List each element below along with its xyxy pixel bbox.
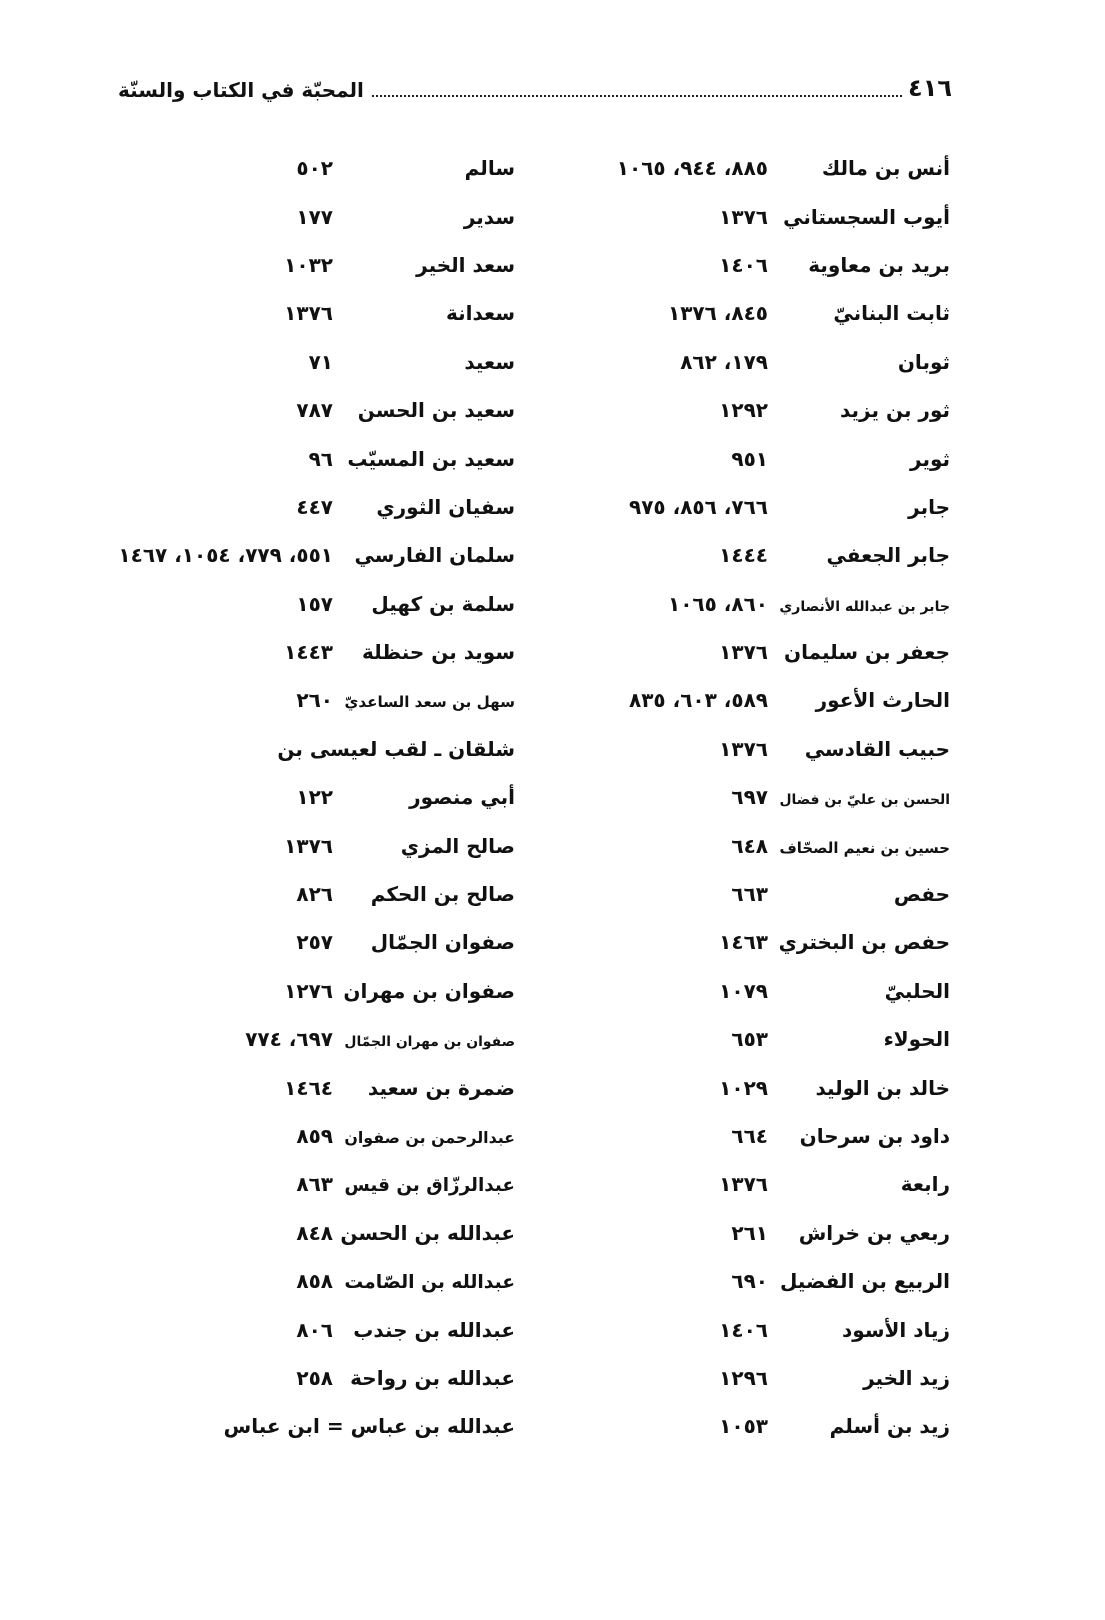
entry-pages: ٩٥١	[731, 446, 768, 471]
index-entry	[100, 1402, 515, 1450]
entry-name-cell	[768, 350, 950, 374]
entry-name: سالم	[464, 156, 515, 181]
index-entry	[100, 338, 515, 386]
entry-pages-cell	[560, 1172, 768, 1196]
entry-name: زيد الخير	[863, 1365, 950, 1390]
entry-name: سعيد بن المسيّب	[347, 446, 515, 471]
index-entry	[100, 967, 515, 1015]
entry-pages-cell	[100, 253, 333, 277]
entry-pages: ١٤٦٤	[284, 1075, 333, 1100]
entry-name-cell	[333, 495, 515, 519]
index-column-left	[100, 144, 515, 1451]
entry-pages: ٢٥٨	[296, 1365, 333, 1390]
entry-pages-cell	[100, 495, 333, 519]
entry-pages-cell	[560, 1027, 768, 1051]
index-entry	[560, 1015, 950, 1063]
entry-pages: ٦٦٤	[731, 1124, 768, 1148]
entry-name-cell	[333, 592, 515, 616]
entry-name-cell	[333, 1366, 515, 1390]
index-entry	[560, 918, 950, 966]
entry-name: صالح المزي	[400, 833, 515, 858]
entry-name: عبدالرحمن بن صفوان	[344, 1128, 515, 1147]
index-entry	[100, 531, 515, 579]
entry-name: سعيد	[464, 349, 515, 374]
entry-name-cell	[768, 640, 950, 664]
entry-name: أيوب السجستاني	[783, 204, 950, 229]
entry-name-cell	[768, 1124, 950, 1148]
entry-name-cell	[333, 930, 515, 954]
entry-name: عبدالله بن جندب	[353, 1317, 515, 1342]
entry-pages-cell	[560, 930, 768, 954]
entry-pages: ١٣٧٦	[719, 204, 768, 229]
entry-pages-cell	[560, 592, 768, 616]
entry-name-cell	[333, 350, 515, 374]
entry-pages-cell	[100, 1076, 333, 1100]
entry-name: الحولاء	[883, 1027, 950, 1052]
entry-pages: ١٠٥٣	[719, 1414, 768, 1439]
entry-name-cell	[768, 205, 950, 229]
entry-pages-cell	[100, 834, 333, 858]
entry-pages-cell	[560, 1221, 768, 1245]
entry-pages: ٢٦٠	[296, 688, 333, 713]
index-entry	[100, 1063, 515, 1111]
entry-name-cell	[768, 688, 950, 712]
entry-name-cell	[768, 1318, 950, 1342]
index-entry	[560, 1063, 950, 1111]
entry-name-cell	[333, 979, 515, 1003]
entry-name: ربعي بن خراش	[798, 1220, 950, 1245]
entry-pages: ٤٤٧	[296, 494, 333, 519]
index-entry	[100, 1112, 515, 1160]
entry-name-cell	[333, 398, 515, 422]
index-entry	[560, 967, 950, 1015]
index-entry	[560, 580, 950, 628]
entry-pages: ٨٥٩	[296, 1124, 333, 1148]
entry-pages-cell	[560, 1076, 768, 1100]
entry-pages: ١٣٧٦	[284, 301, 333, 326]
entry-name-cell	[768, 592, 950, 616]
entry-pages: ٨٢٦	[296, 882, 333, 907]
entry-name: أبي منصور	[409, 785, 515, 810]
entry-name-cell	[333, 1269, 515, 1293]
entry-name-cell	[768, 834, 950, 858]
entry-pages-cell	[560, 834, 768, 858]
entry-pages-cell	[560, 1269, 768, 1293]
entry-name-cell	[333, 447, 515, 471]
page-header	[118, 68, 952, 104]
index-entry	[100, 1160, 515, 1208]
entry-pages-cell	[560, 1366, 768, 1390]
entry-name: صفوان بن مهران	[343, 978, 515, 1003]
entry-name: الحارث الأعور	[815, 688, 950, 713]
dotted-leader	[372, 95, 902, 97]
entry-pages: ٧٨٧	[296, 398, 333, 423]
entry-name: سويد بن حنظلة	[361, 640, 515, 665]
entry-name: عبدالله بن عباس = ابن عباس	[223, 1414, 515, 1439]
entry-pages-cell	[560, 301, 768, 325]
entry-name-cell	[768, 737, 950, 761]
entry-pages: ١٧٧	[296, 204, 333, 229]
entry-name-cell	[333, 882, 515, 906]
entry-pages-cell	[560, 447, 768, 471]
entry-pages: ١٢٧٦	[284, 978, 333, 1003]
entry-pages: ٦٩٠	[731, 1269, 768, 1294]
index-entry	[560, 434, 950, 482]
entry-name: رابعة	[900, 1172, 950, 1197]
entry-pages-cell	[560, 205, 768, 229]
index-entry	[100, 918, 515, 966]
index-entry	[560, 628, 950, 676]
entry-name: خالد بن الوليد	[815, 1075, 950, 1100]
entry-pages-cell	[560, 350, 768, 374]
page-number: ٤١٦	[908, 74, 952, 102]
index-entry	[560, 773, 950, 821]
index-entry	[100, 628, 515, 676]
entry-name-cell	[768, 930, 950, 954]
entry-name-cell	[768, 1221, 950, 1245]
entry-name: سعيد بن الحسن	[357, 398, 515, 423]
entry-name-cell	[333, 1076, 515, 1100]
entry-pages: ١٧٩، ٨٦٢	[680, 349, 768, 374]
index-entry	[100, 725, 515, 773]
entry-pages: ١٤٦٣	[719, 930, 768, 955]
entry-name: سلمة بن كهيل	[371, 591, 515, 616]
entry-pages-cell	[100, 1269, 333, 1293]
entry-name: عبدالله بن رواحة	[350, 1365, 515, 1390]
entry-pages: ١٣٧٦	[719, 736, 768, 761]
entry-name: ثور بن يزيد	[839, 398, 950, 423]
entry-pages: ٨٠٦	[296, 1317, 333, 1342]
entry-name: صفوان بن مهران الجمّال	[344, 1034, 515, 1051]
entry-pages-cell	[560, 785, 768, 809]
index-entry	[560, 241, 950, 289]
entry-pages: ١٣٧٦	[719, 1172, 768, 1197]
index-entry	[100, 483, 515, 531]
entry-name: حبيب القادسي	[804, 736, 950, 761]
entry-pages-cell	[560, 495, 768, 519]
index-entry	[100, 434, 515, 482]
entry-name: ضمرة بن سعيد	[367, 1075, 515, 1100]
index-entry	[100, 1209, 515, 1257]
entry-name-cell	[768, 156, 950, 180]
entry-pages-cell	[100, 1172, 333, 1196]
index-entry	[100, 241, 515, 289]
entry-name-cell	[768, 1366, 950, 1390]
index-entry	[100, 870, 515, 918]
index-entry	[100, 1015, 515, 1063]
index-entry	[100, 821, 515, 869]
index-entry	[100, 386, 515, 434]
index-entry	[560, 1402, 950, 1450]
entry-pages: ١٢٢	[296, 785, 333, 810]
entry-name: داود بن سرحان	[799, 1124, 950, 1148]
entry-name-cell	[333, 156, 515, 180]
entry-pages-cell	[560, 543, 768, 567]
entry-name-cell	[768, 1027, 950, 1051]
index-entry	[100, 1354, 515, 1402]
entry-pages: ٨٦٣	[296, 1172, 333, 1197]
entry-pages: ١٠٣٢	[284, 252, 333, 277]
index-entry	[100, 289, 515, 337]
entry-pages-cell	[100, 688, 333, 712]
entry-name: حفص	[893, 882, 950, 907]
entry-name: سهل بن سعد الساعديّ	[344, 693, 515, 712]
entry-name-cell	[768, 1269, 950, 1293]
entry-name: جعفر بن سليمان	[784, 640, 950, 665]
entry-name-cell	[768, 398, 950, 422]
index-entry	[560, 870, 950, 918]
entry-pages-cell	[100, 447, 333, 471]
entry-name: سعدانة	[445, 301, 515, 326]
index-entry	[100, 1257, 515, 1305]
entry-name-cell	[768, 447, 950, 471]
index-column-right	[560, 144, 950, 1451]
entry-name-cell	[768, 1076, 950, 1100]
entry-name: سلمان الفارسي	[354, 543, 515, 568]
entry-name-cell	[333, 301, 515, 325]
entry-name-cell	[768, 543, 950, 567]
index-entry	[560, 1257, 950, 1305]
index-entry	[560, 725, 950, 773]
entry-pages-cell	[100, 785, 333, 809]
entry-name-cell	[768, 979, 950, 1003]
index-entry	[100, 1305, 515, 1353]
entry-name: سدير	[463, 204, 515, 229]
index-entry	[560, 1305, 950, 1353]
entry-name: ثابت البنانيّ	[833, 301, 950, 326]
entry-name: زيد بن أسلم	[829, 1414, 950, 1439]
entry-name: جابر	[908, 494, 950, 519]
entry-name-cell	[277, 737, 515, 761]
index-entry	[560, 1209, 950, 1257]
entry-pages: ٨٥٨	[296, 1269, 333, 1294]
entry-name: جابر الجعفي	[826, 543, 950, 568]
entry-name: حسين بن نعيم الصحّاف	[779, 838, 950, 857]
entry-pages: ١٢٩٦	[719, 1365, 768, 1390]
entry-pages: ٧١	[308, 349, 333, 374]
index-entry	[100, 144, 515, 192]
entry-pages: ٥٥١، ٧٧٩، ١٠٥٤، ١٤٦٧	[118, 543, 333, 568]
entry-pages: ٦٩٧	[731, 785, 768, 810]
entry-pages-cell	[100, 930, 333, 954]
entry-pages-cell	[100, 398, 333, 422]
entry-name-cell	[333, 205, 515, 229]
index-entry	[100, 192, 515, 240]
entry-name: سعد الخير	[416, 252, 515, 277]
entry-pages-cell	[100, 301, 333, 325]
entry-pages: ١٤٤٣	[284, 640, 333, 665]
entry-name: أنس بن مالك	[821, 156, 950, 181]
entry-pages: ١٠٢٩	[719, 1075, 768, 1100]
index-entry	[100, 580, 515, 628]
entry-name: صالح بن الحكم	[370, 882, 515, 907]
entry-name: الحسن بن عليّ بن فضال	[779, 792, 950, 809]
entry-pages-cell	[100, 592, 333, 616]
entry-pages: ٢٥٧	[296, 930, 333, 955]
entry-pages: ٩٦	[308, 446, 333, 471]
entry-pages: ٨٨٥، ٩٤٤، ١٠٦٥	[616, 156, 768, 181]
entry-pages-cell	[560, 156, 768, 180]
entry-pages: ٦٦٣	[731, 882, 768, 907]
entry-name-cell	[333, 785, 515, 809]
index-entry	[560, 192, 950, 240]
entry-name-cell	[768, 495, 950, 519]
entry-name-cell	[333, 1027, 515, 1051]
entry-name: ثوير	[910, 446, 950, 471]
entry-name: زياد الأسود	[842, 1317, 950, 1342]
entry-pages: ١٥٧	[296, 591, 333, 616]
entry-pages-cell	[560, 398, 768, 422]
entry-pages-cell	[100, 205, 333, 229]
index-entry	[560, 386, 950, 434]
entry-name: عبدالله بن الصّامت	[344, 1272, 515, 1294]
entry-name-cell	[333, 1318, 515, 1342]
entry-pages-cell	[100, 1366, 333, 1390]
entry-pages-cell	[100, 979, 333, 1003]
entry-pages-cell	[100, 156, 333, 180]
entry-pages-cell	[560, 882, 768, 906]
entry-name-cell	[768, 1172, 950, 1196]
entry-pages-cell	[100, 640, 333, 664]
entry-pages: ٦٤٨	[731, 833, 768, 858]
index-entry	[560, 821, 950, 869]
entry-name-cell	[768, 1414, 950, 1438]
entry-pages-cell	[560, 1124, 768, 1148]
index-entry	[100, 676, 515, 724]
entry-name-cell	[333, 253, 515, 277]
entry-pages: ٧٦٦، ٨٥٦، ٩٧٥	[629, 494, 768, 519]
index-entry	[560, 1160, 950, 1208]
entry-pages: ٨٤٨	[296, 1220, 333, 1245]
index-entry	[100, 773, 515, 821]
entry-pages: ١٤٤٤	[719, 543, 768, 568]
entry-name: عبدالرزّاق بن قيس	[344, 1175, 515, 1197]
entry-name-cell	[768, 882, 950, 906]
entry-pages: ٥٠٢	[296, 156, 333, 181]
entry-name: سفيان الثوري	[376, 494, 515, 519]
entry-name: الربيع بن الفضيل	[779, 1269, 950, 1294]
entry-pages-cell	[560, 253, 768, 277]
entry-pages: ١٠٧٩	[719, 978, 768, 1003]
entry-name-cell	[333, 688, 515, 712]
entry-pages-cell	[100, 350, 333, 374]
entry-name: ثوبان	[897, 349, 950, 374]
entry-pages: ٥٨٩، ٦٠٣، ٨٣٥	[629, 688, 768, 713]
entry-pages-cell	[100, 1124, 333, 1148]
entry-name-cell	[333, 543, 515, 567]
entry-name: جابر بن عبدالله الأنصاري	[779, 598, 950, 615]
entry-pages-cell	[100, 1027, 333, 1051]
entry-name-cell	[333, 1124, 515, 1148]
entry-pages: ١٤٠٦	[719, 252, 768, 277]
entry-pages-cell	[560, 979, 768, 1003]
entry-pages-cell	[560, 1318, 768, 1342]
book-title: المحبّة في الكتاب والسنّة	[118, 78, 364, 102]
entry-name: الحلبيّ	[884, 978, 950, 1003]
entry-pages: ٦٥٣	[731, 1027, 768, 1052]
entry-pages-cell	[100, 1221, 333, 1245]
entry-pages: ٦٩٧، ٧٧٤	[245, 1027, 333, 1052]
entry-name-cell	[768, 785, 950, 809]
entry-name: حفص بن البختري	[778, 930, 950, 955]
entry-pages: ١٤٠٦	[719, 1317, 768, 1342]
index-entry	[560, 144, 950, 192]
index-entry	[560, 483, 950, 531]
entry-pages: ١٣٧٦	[284, 833, 333, 858]
index-entry	[560, 338, 950, 386]
index-entry	[560, 1112, 950, 1160]
entry-pages: ٢٦١	[731, 1220, 768, 1245]
index-entry	[560, 289, 950, 337]
entry-name-cell	[333, 640, 515, 664]
entry-pages-cell	[560, 688, 768, 712]
entry-name-cell	[768, 253, 950, 277]
entry-pages-cell	[560, 1414, 768, 1438]
entry-pages-cell	[560, 737, 768, 761]
entry-pages: ٨٤٥، ١٣٧٦	[667, 301, 768, 326]
entry-name-cell	[333, 1221, 515, 1245]
entry-name-cell	[768, 301, 950, 325]
entry-pages: ١٢٩٢	[719, 398, 768, 423]
index-entry	[560, 531, 950, 579]
entry-name: بريد بن معاوية	[808, 252, 950, 277]
index-entry	[560, 1354, 950, 1402]
entry-pages-cell	[100, 543, 333, 567]
entry-pages-cell	[560, 640, 768, 664]
entry-pages: ٨٦٠، ١٠٦٥	[667, 591, 768, 616]
entry-pages-cell	[100, 1318, 333, 1342]
entry-pages-cell	[100, 882, 333, 906]
index-entry	[560, 676, 950, 724]
entry-name-cell	[333, 1172, 515, 1196]
entry-name: صفوان الجمّال	[370, 930, 515, 955]
entry-name-cell	[333, 834, 515, 858]
entry-name-cell	[224, 1414, 515, 1438]
entry-pages: ١٣٧٦	[719, 640, 768, 665]
entry-name: شلقان ـ لقب لعيسى بن	[277, 736, 515, 761]
entry-name: عبدالله بن الحسن	[340, 1220, 515, 1245]
